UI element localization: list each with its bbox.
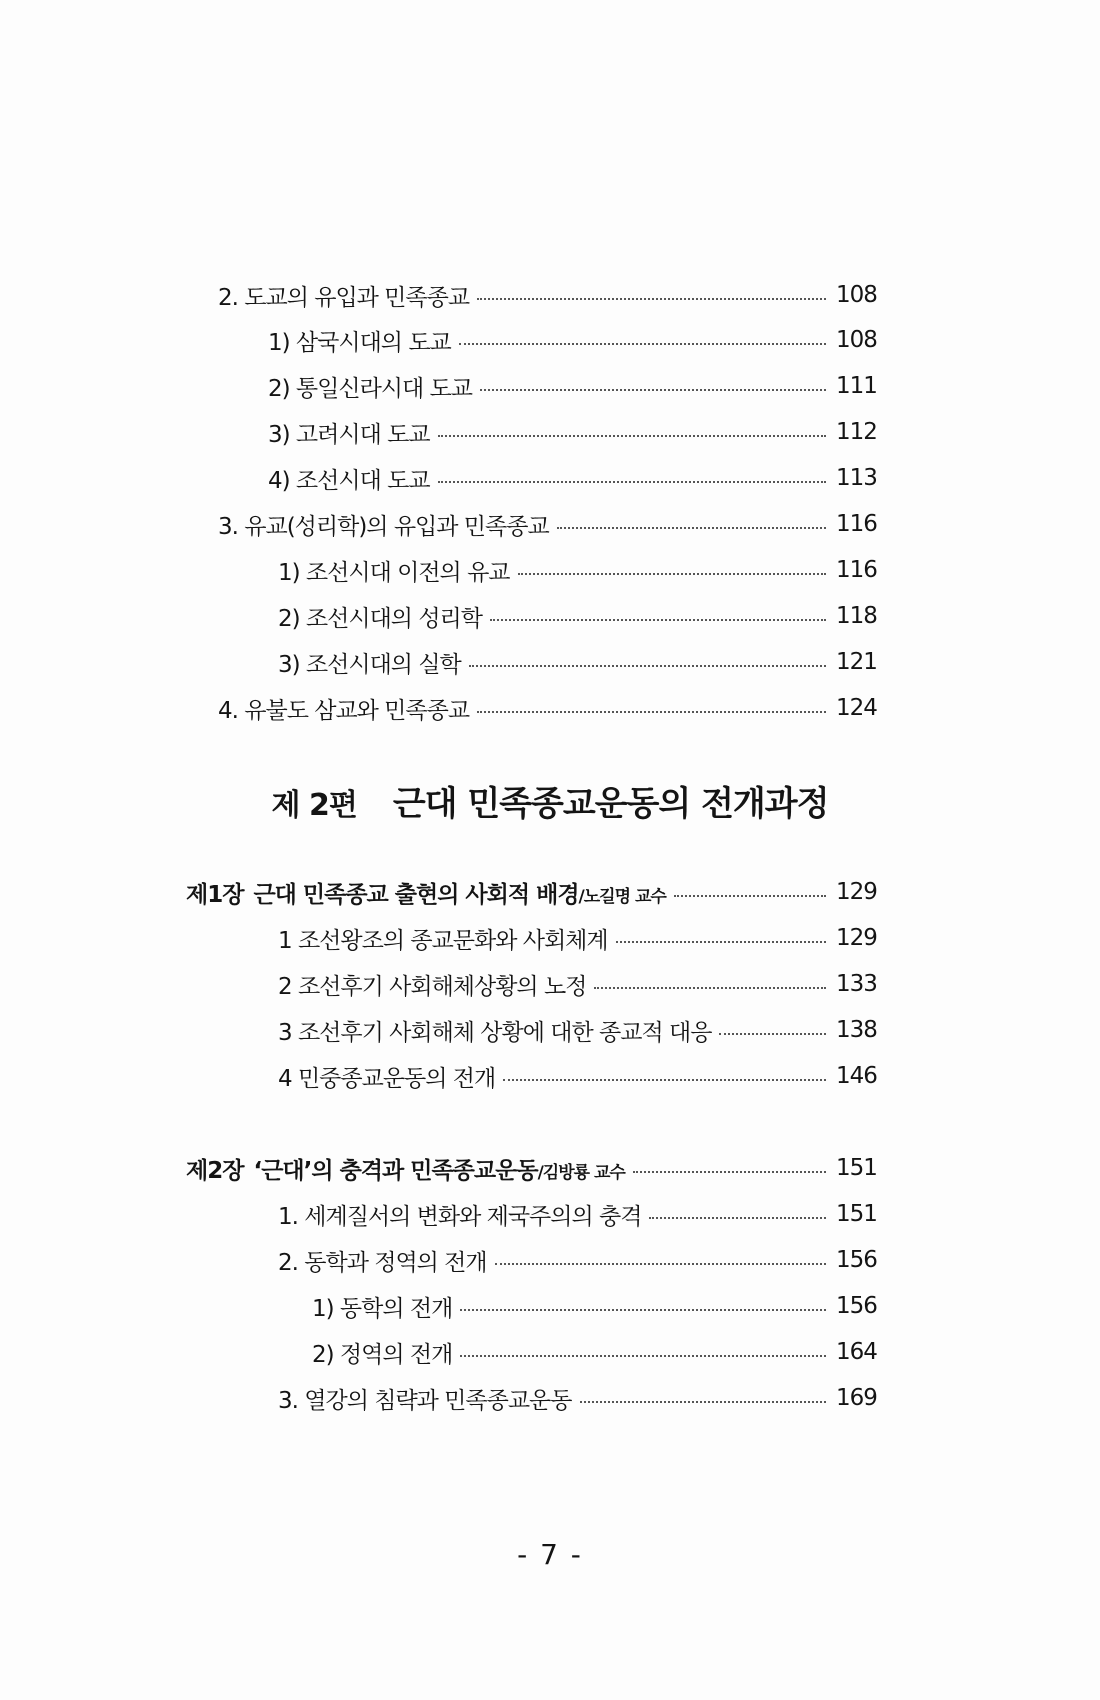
toc-entry-page: 112 (836, 419, 877, 445)
dot-leader (518, 573, 826, 575)
chapter-title: 근대 민족종교 출현의 사회적 배경 (253, 881, 579, 908)
toc-entry-page: 146 (836, 1063, 877, 1089)
chapter-entry (186, 1150, 878, 1186)
toc-entry (278, 644, 878, 680)
chapter-author: /노길명 교수 (578, 886, 666, 907)
toc-entry-title: 1) 동학의 전개 (312, 1295, 453, 1322)
toc-entry (268, 368, 878, 404)
toc-entry (278, 552, 878, 588)
toc-entry (278, 920, 878, 956)
toc-entry-page: 108 (836, 327, 877, 353)
toc-entry-title: 1 조선왕조의 종교문화와 사회체계 (278, 927, 608, 954)
toc-entry (218, 690, 878, 726)
part-label: 제 2편 (271, 788, 357, 823)
toc-entry-page: 116 (836, 557, 877, 583)
dot-leader (438, 481, 826, 483)
page-number: - 7 - (517, 1538, 583, 1571)
dot-leader (633, 1171, 826, 1173)
toc-entry (312, 1334, 878, 1370)
toc-entry-page: 124 (836, 695, 877, 721)
toc-entry-page: 118 (836, 603, 877, 629)
toc-entry (312, 1288, 878, 1324)
toc-entry-page: 113 (836, 465, 877, 491)
toc-entry-title: 1. 세계질서의 변화와 제국주의의 충격 (278, 1203, 642, 1230)
toc-entry-page: 156 (836, 1247, 877, 1273)
toc-entry (278, 598, 878, 634)
toc-entry-title: 3. 유교(성리학)의 유입과 민족종교 (218, 513, 549, 540)
toc-entry (278, 1058, 878, 1094)
dot-leader (719, 1033, 826, 1035)
toc-entry-page: 121 (836, 649, 877, 675)
dot-leader (460, 1355, 826, 1357)
toc-entry-title: 3 조선후기 사회해체 상황에 대한 종교적 대응 (278, 1019, 712, 1046)
toc-entry (268, 414, 878, 450)
dot-leader (503, 1079, 826, 1081)
dot-leader (495, 1263, 826, 1265)
toc-entry (278, 1380, 878, 1416)
dot-leader (469, 665, 826, 667)
dot-leader (490, 619, 826, 621)
chapter-title-group (253, 1152, 632, 1185)
toc-entry-title: 4 민중종교운동의 전개 (278, 1065, 496, 1092)
chapter-number: 제2장 (186, 1157, 244, 1184)
dot-leader (477, 711, 826, 713)
dot-leader (480, 389, 826, 391)
dot-leader (438, 435, 826, 437)
toc-entry-title: 3) 고려시대 도교 (268, 421, 430, 448)
toc-entry-title: 3) 조선시대의 실학 (278, 651, 461, 678)
toc-entry (268, 322, 878, 358)
dot-leader (460, 1309, 826, 1311)
dot-leader (616, 941, 826, 943)
toc-entry-page: 169 (836, 1385, 877, 1411)
toc-entry (278, 1196, 878, 1232)
toc-entry-page: 151 (836, 1155, 877, 1181)
toc-entry-page: 129 (836, 925, 877, 951)
dot-leader (594, 987, 826, 989)
part-heading (0, 776, 1100, 825)
toc-entry-title: 2 조선후기 사회해체상황의 노정 (278, 973, 587, 1000)
chapter-title: ‘근대’의 충격과 민족종교운동 (253, 1157, 538, 1184)
chapter-title-group (253, 876, 673, 909)
toc-entry-title: 2) 정역의 전개 (312, 1341, 453, 1368)
toc-entry (278, 966, 878, 1002)
toc-entry (268, 460, 878, 496)
toc-entry-page: 151 (836, 1201, 877, 1227)
chapter-author: /김방룡 교수 (537, 1162, 625, 1183)
toc-entry (218, 506, 878, 542)
toc-entry-page: 156 (836, 1293, 877, 1319)
dot-leader (459, 343, 826, 345)
toc-entry-page: 164 (836, 1339, 877, 1365)
chapter-entry (186, 874, 878, 910)
dot-leader (649, 1217, 826, 1219)
toc-entry-page: 111 (836, 373, 877, 399)
toc-entry-title: 4. 유불도 삼교와 민족종교 (218, 697, 470, 724)
dot-leader (557, 527, 826, 529)
toc-entry-title: 2. 동학과 정역의 전개 (278, 1249, 487, 1276)
toc-entry-title: 2) 통일신라시대 도교 (268, 375, 472, 402)
toc-entry-title: 1) 조선시대 이전의 유교 (278, 559, 510, 586)
dot-leader (674, 895, 826, 897)
toc-entry-page: 138 (836, 1017, 877, 1043)
toc-entry-title: 4) 조선시대 도교 (268, 467, 430, 494)
dot-leader (477, 298, 826, 300)
toc-entry (218, 277, 878, 313)
toc-entry-page: 129 (836, 879, 877, 905)
dot-leader (580, 1401, 827, 1403)
toc-entry-title: 3. 열강의 침략과 민족종교운동 (278, 1387, 572, 1414)
toc-entry-title: 2) 조선시대의 성리학 (278, 605, 482, 632)
toc-entry-title: 2. 도교의 유입과 민족종교 (218, 284, 470, 311)
toc-entry-page: 133 (836, 971, 877, 997)
toc-entry-page: 108 (836, 282, 877, 308)
part-title: 근대 민족종교운동의 전개과정 (392, 784, 829, 824)
toc-entry-page: 116 (836, 511, 877, 537)
toc-entry (278, 1242, 878, 1278)
chapter-number: 제1장 (186, 881, 244, 908)
toc-entry (278, 1012, 878, 1048)
toc-entry-title: 1) 삼국시대의 도교 (268, 329, 451, 356)
